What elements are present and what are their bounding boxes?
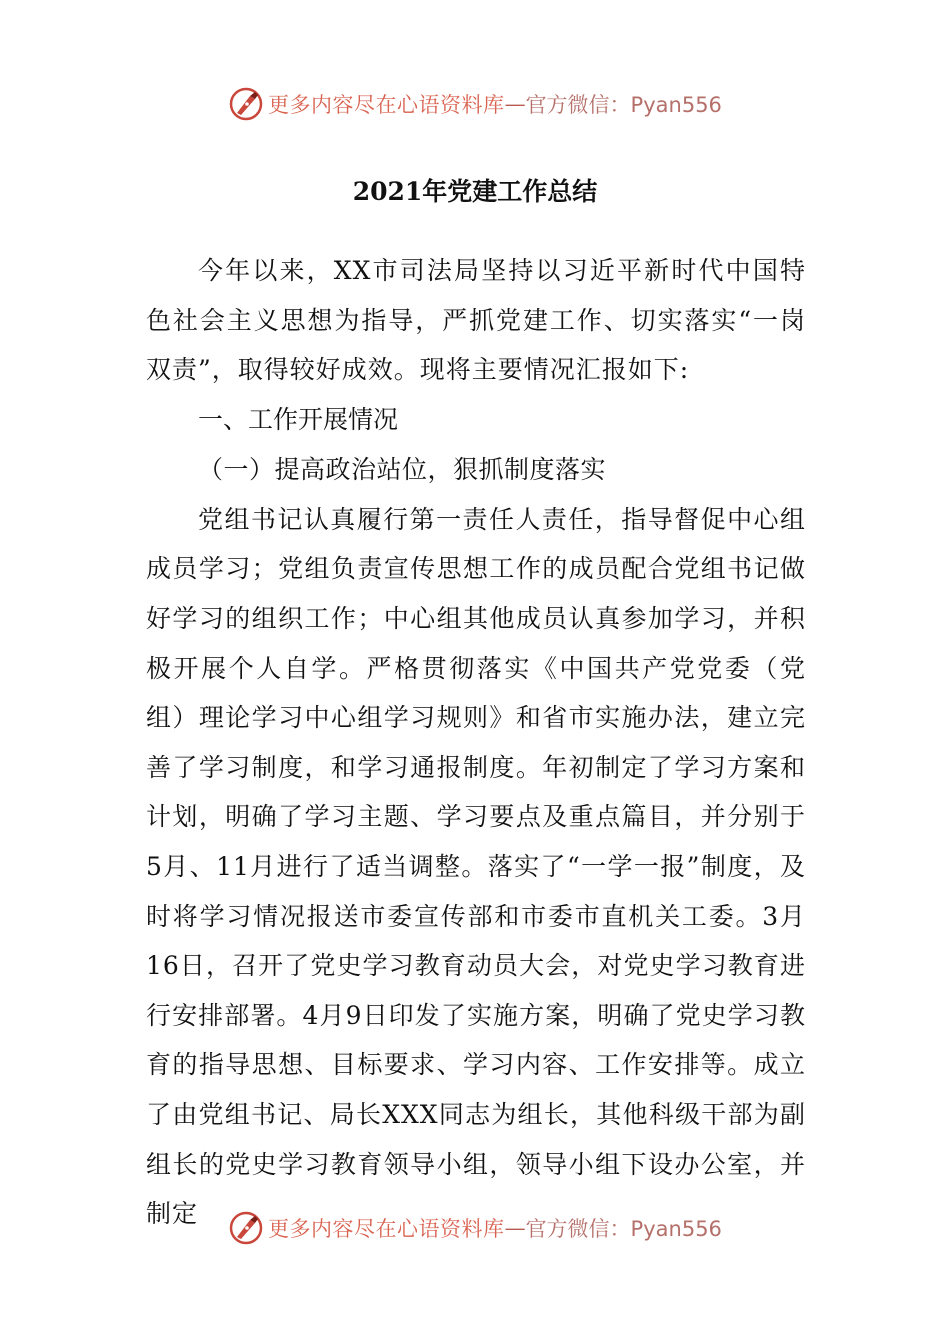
document-title: 2021年党建工作总结	[352, 177, 598, 206]
body-paragraph: 党组书记认真履行第一责任人责任，指导督促中心组成员学习；党组负责宣传思想工作的成员配合党组书记做好学习的组织工作；中心组其他成员认真参加学习，并积极开展个人自学。严格贯彻落实《中国共产党党委（党组）理论学习中心组学习规则》和省市实施办法，建立完善了学习制度，和学习通报制度。年初制定了学习方案和计划，明确了学习主题、学习要点及重点篇目，并分别于5月、11月进行了适当调整。落实了“一学一报”制度，及时将学习情况报送市委宣传部和市委市直机关工委。3月16日，召开了党史学习教育动员大会，对党史学习教育进行安排部署。4月9日印发了实施方案，明确了党史学习教育的指导思想、目标要求、学习内容、工作安排等。成立了由党组书记、局长XXX同志为组长，其他科级干部为副组长的党史学习教育领导小组，领导小组下设办公室，并制定	[146, 504, 806, 1229]
pen-nib-logo-icon	[228, 1210, 264, 1246]
watermark-separator: —	[504, 1216, 526, 1240]
watermark-main-text: 更多内容尽在心语资料库	[268, 1217, 505, 1241]
subsection-heading: （一）提高政治站位，狠抓制度落实	[198, 454, 607, 484]
pen-nib-logo-icon	[228, 86, 264, 122]
intro-paragraph: 今年以来，XX市司法局坚持以习近平新时代中国特色社会主义思想为指导，严抓党建工作、切实落实“一岗双责”，取得较好成效。现将主要情况汇报如下:	[146, 256, 806, 385]
section-heading: 一、工作开展情况	[198, 404, 399, 434]
watermark-main-text: 更多内容尽在心语资料库	[268, 93, 505, 117]
document-body	[146, 246, 806, 1239]
watermark-header	[0, 84, 950, 124]
watermark-contact-text: 官方微信：Pyan556	[525, 93, 722, 117]
watermark-separator: —	[504, 92, 526, 116]
watermark-footer	[0, 1208, 950, 1248]
watermark-contact-text: 官方微信：Pyan556	[525, 1217, 722, 1241]
